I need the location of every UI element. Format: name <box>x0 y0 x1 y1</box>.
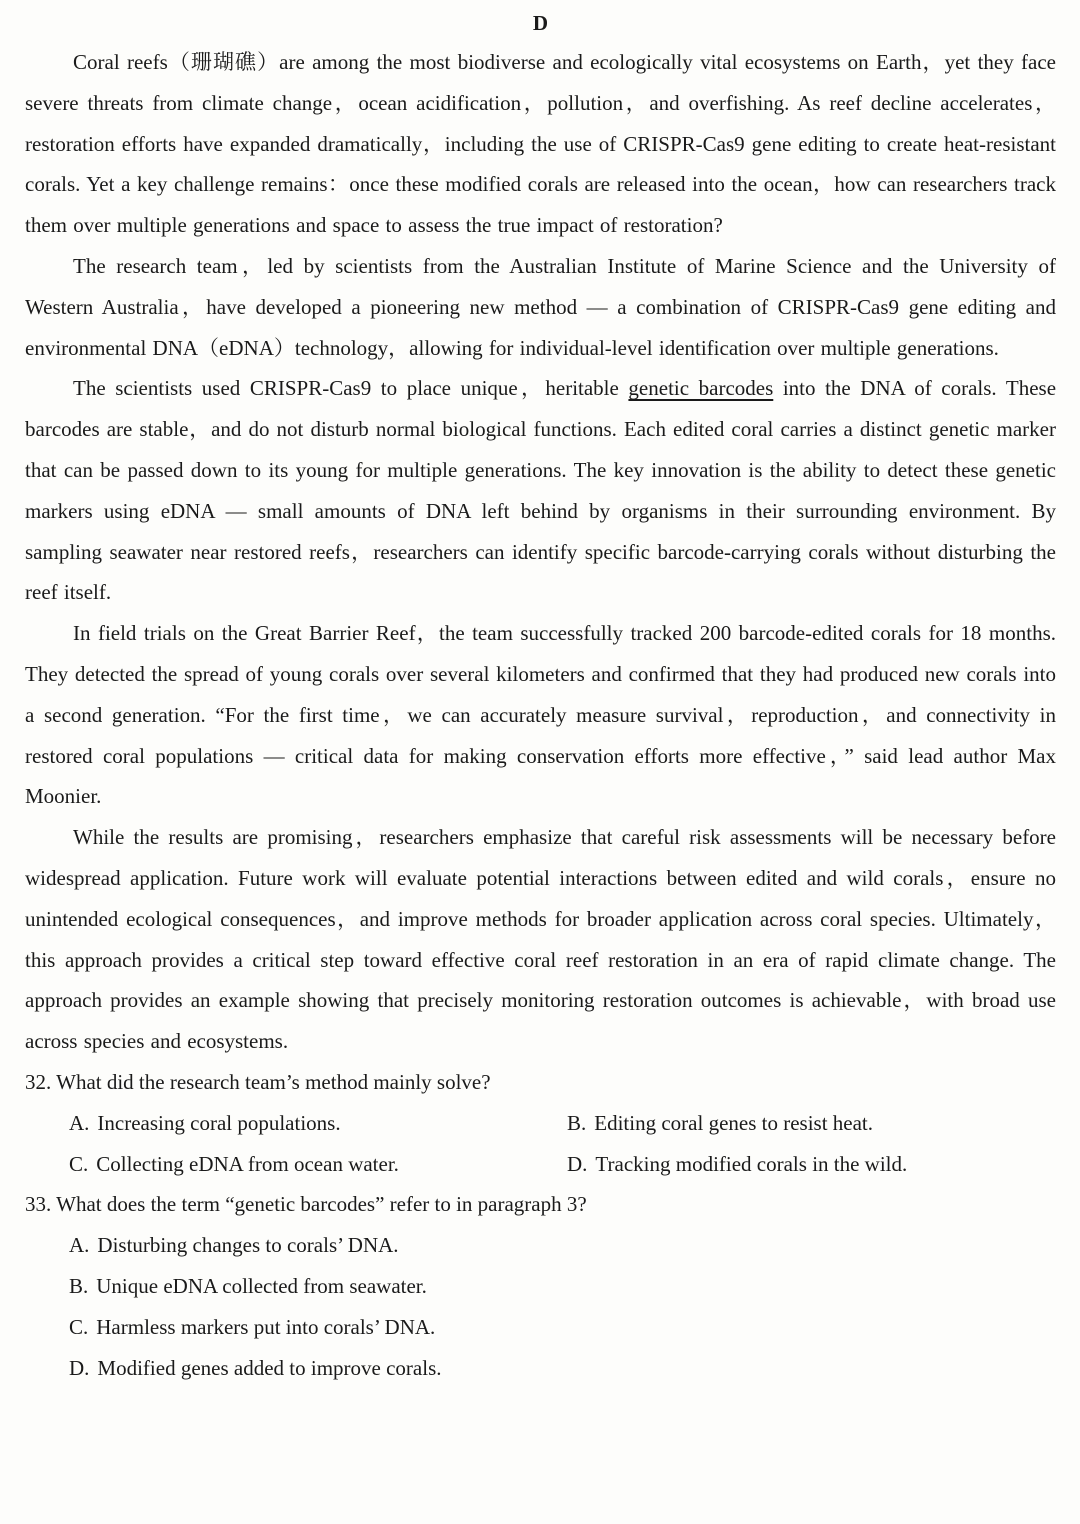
paragraph-3-after: into the DNA of corals. These barcodes are stable，and do not disturb normal biological functions. Each edited coral carries a distinct genetic marker that can be passed down to its young for multiple generations. The key innovation is the ability to detect these genetic markers using eDNA — small amounts of DNA left behind by organisms in their surrounding environment. By sampling seawater near restored reefs，researchers can identify specific barcode-carrying corals without disturbing the reef itself. <box>25 376 1057 605</box>
option-c: C. Harmless markers put into corals’ DNA. <box>69 1314 436 1339</box>
option-a: A. Increasing coral populations. <box>69 1110 341 1135</box>
paragraph-1: Coral reefs（珊瑚礁）are among the most biodiverse and ecologically vital ecosystems on Earth，yet they face severe threats from climate change，ocean acidification，pollution，and overfishing. As reef decline accelerates，restoration efforts have expanded dramatically，including the use of CRISPR-Cas9 gene editing to create heat-resistant corals. Yet a key challenge remains：once these modified corals are released into the ocean，how can researchers track them over multiple generations and space to assess the true impact of restoration? <box>25 50 1056 238</box>
question-number: 33. <box>25 1192 52 1217</box>
question-32-options <box>25 1103 1056 1185</box>
paragraph-3 <box>25 368 1056 613</box>
paragraph-2: The research team，led by scientists from the Australian Institute of Marine Science and the University of Western Australia，have developed a pioneering new method — a combination of CRISPR-Cas9 gene editing and environmental DNA（eDNA）technology，allowing for individual-level identification over multiple generations. <box>25 253 1056 360</box>
question-33-options <box>25 1225 1056 1388</box>
option-b: B. Unique eDNA collected from seawater. <box>69 1273 427 1298</box>
option-d: D. Modified genes added to improve corals. <box>69 1355 442 1380</box>
option-a: A. Disturbing changes to corals’ DNA. <box>69 1233 399 1258</box>
question-32 <box>25 1062 1056 1184</box>
option-d: D. Tracking modified corals in the wild. <box>567 1151 908 1176</box>
question-32-stem <box>25 1062 1056 1103</box>
section-heading: D <box>532 11 549 35</box>
question-text: What did the research team’s method mainly solve? <box>56 1069 491 1094</box>
paragraph-3-before: The scientists used CRISPR-Cas9 to place unique，heritable <box>73 376 629 401</box>
question-33 <box>25 1184 1056 1388</box>
paragraph-4: In field trials on the Great Barrier Reef，the team successfully tracked 200 barcode-edited corals for 18 months. They detected the spread of young corals over several kilometers and confirmed that they had produced new corals into a second generation. “For the first time，we can accurately measure survival，reproduction，and connectivity in restored coral populations — critical data for making conservation efforts more effective，” said lead author Max Moonier. <box>25 621 1056 809</box>
paragraph-5: While the results are promising，researchers emphasize that careful risk assessments will be necessary before widespread application. Future work will evaluate potential interactions between edited and wild corals，ensure no unintended ecological consequences，and improve methods for broader application across coral species. Ultimately，this approach provides a critical step toward effective coral reef restoration in an era of rapid climate change. The approach provides an example showing that precisely monitoring restoration outcomes is achievable，with broad use across species and ecosystems. <box>25 825 1056 1054</box>
question-text: What does the term “genetic barcodes” refer to in paragraph 3? <box>56 1192 587 1217</box>
question-number: 32. <box>25 1069 52 1094</box>
option-c: C. Collecting eDNA from ocean water. <box>69 1151 399 1176</box>
option-b: B. Editing coral genes to resist heat. <box>567 1110 874 1135</box>
genetic-barcodes-underlined: genetic barcodes <box>628 376 774 401</box>
question-33-stem <box>25 1184 1056 1225</box>
